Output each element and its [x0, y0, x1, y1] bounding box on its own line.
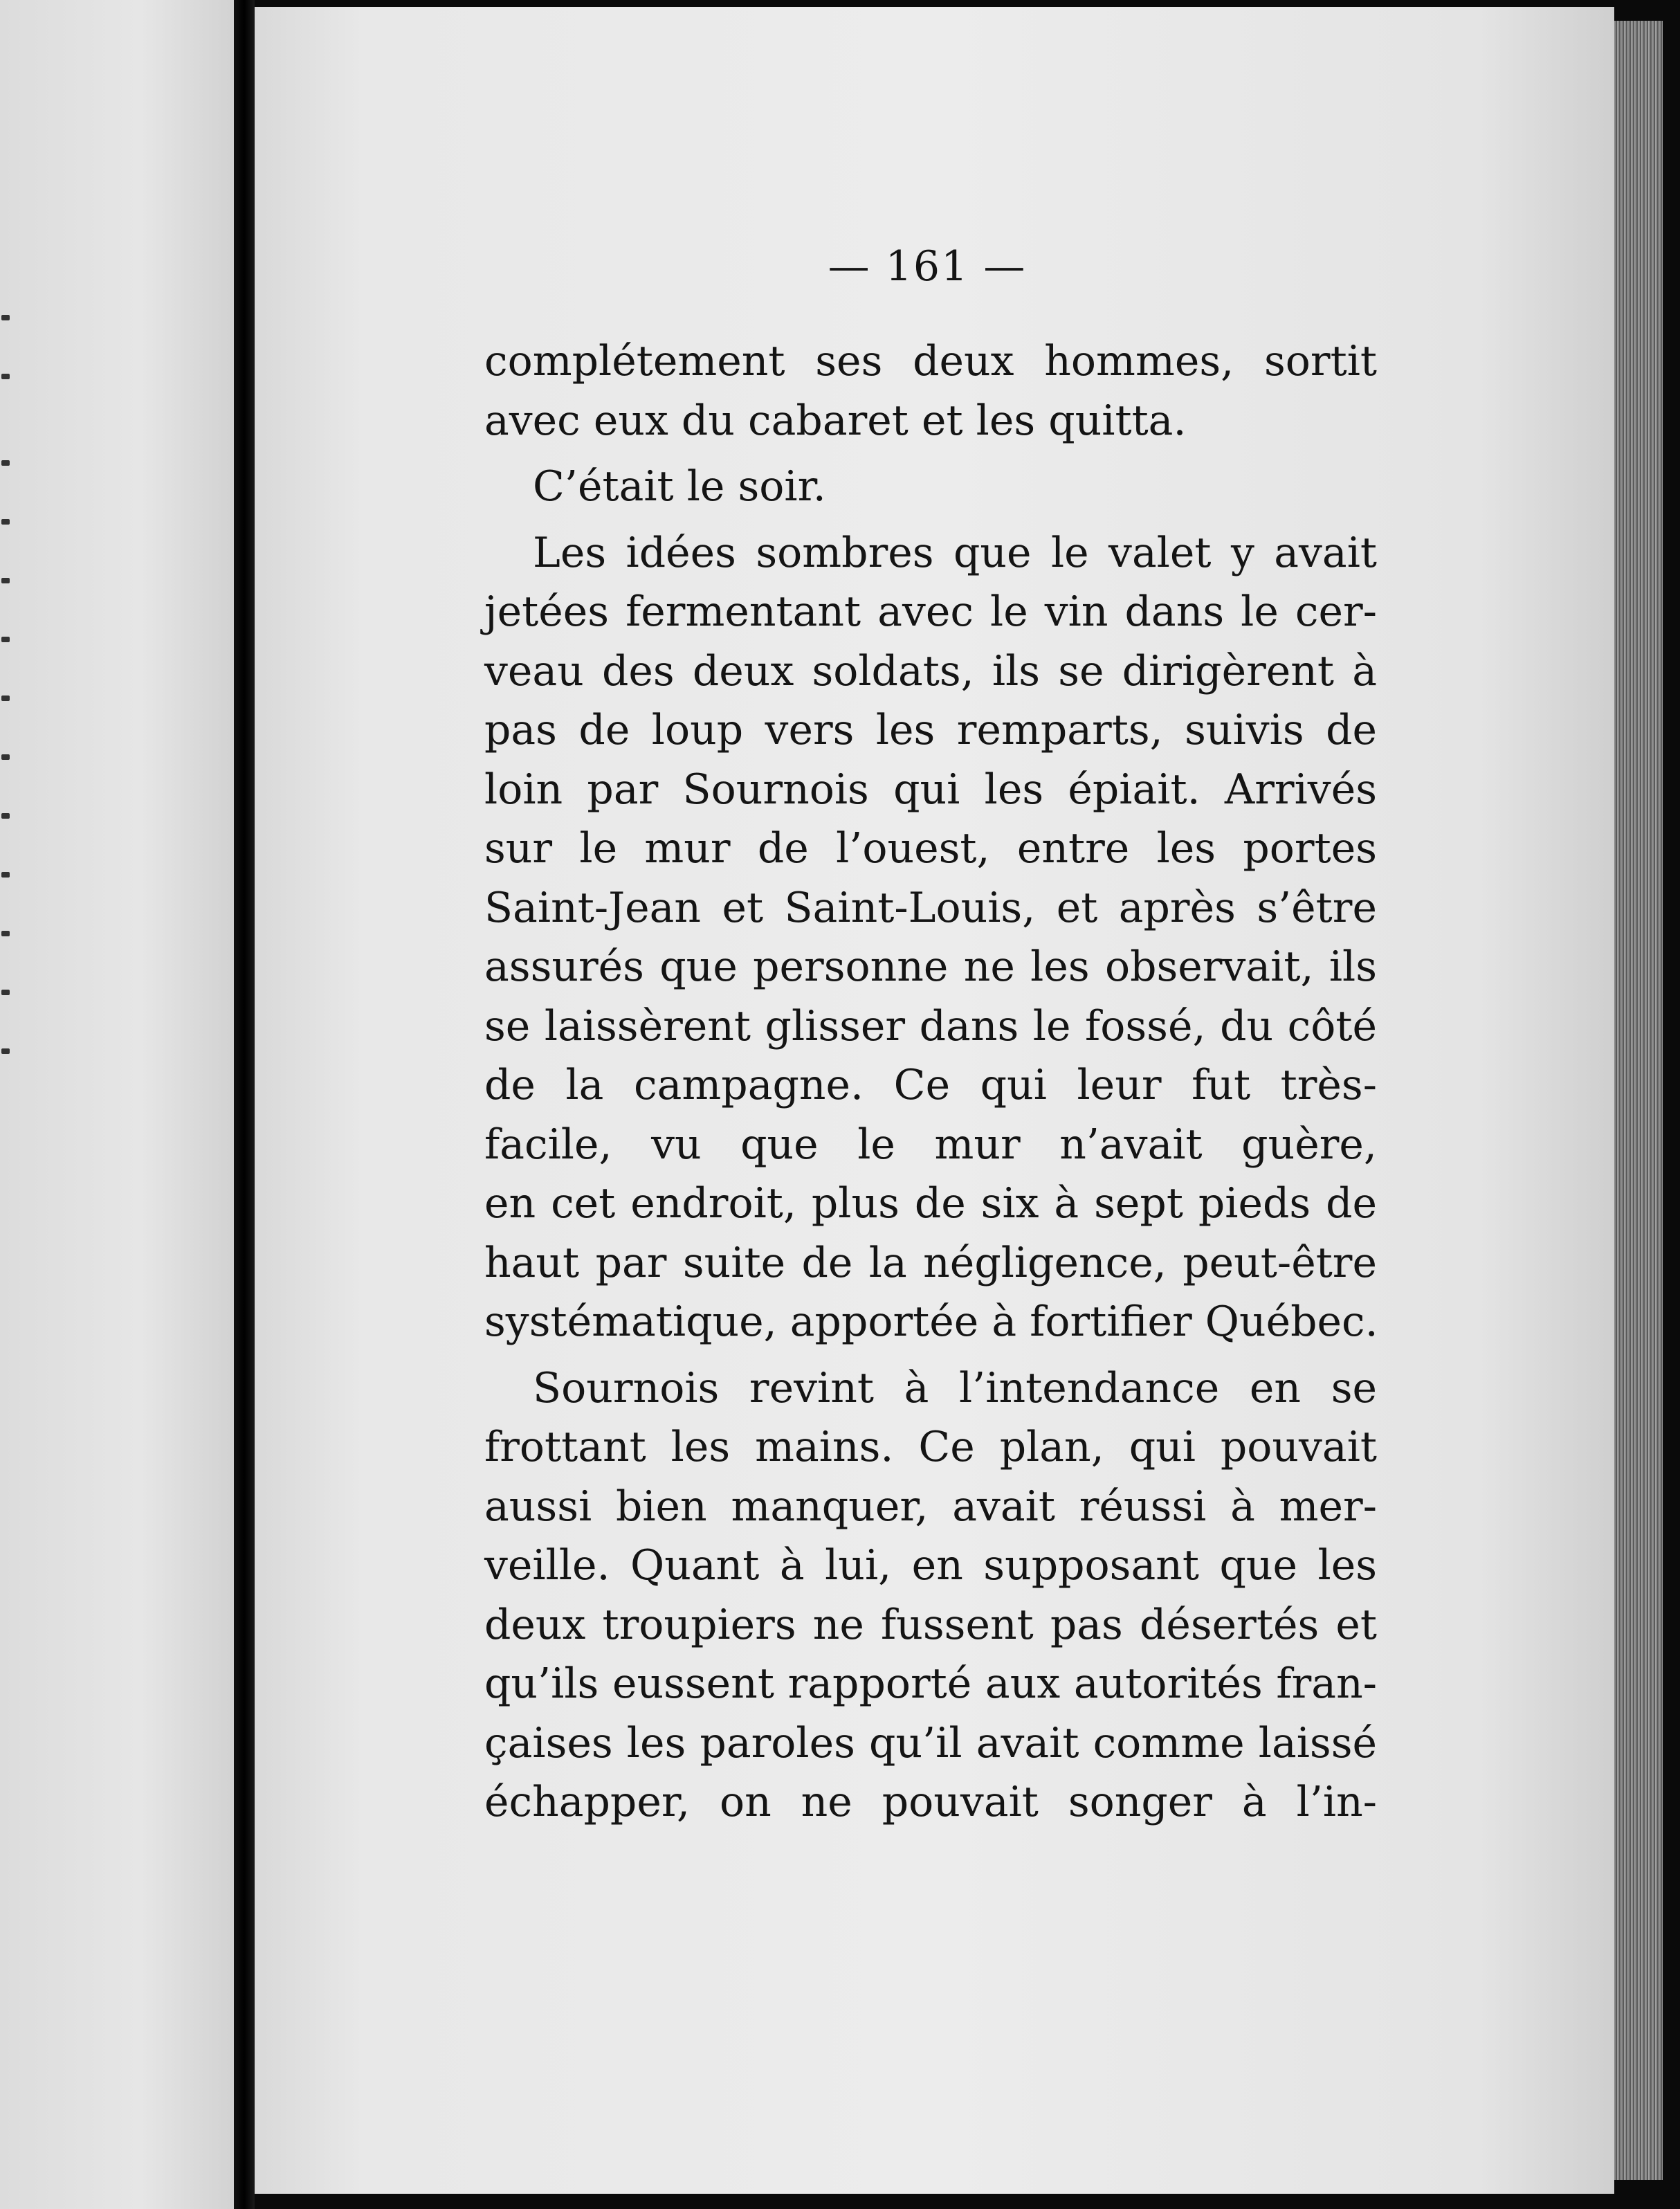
previous-page-text-fragments	[0, 0, 14, 2209]
text-fragment	[1, 696, 10, 701]
text-line: loin par Sournois qui les épiait. Arrivés	[484, 765, 1377, 814]
text-fragment	[1, 754, 10, 760]
text-fragment	[1, 813, 10, 819]
text-line: systématique, apportée à fortifier Québec.	[484, 1298, 1378, 1346]
text-fragment	[1, 1048, 10, 1054]
text-fragment	[1, 578, 10, 583]
page-edges-stack	[1614, 21, 1663, 2180]
text-line: veille. Quant à lui, en supposant que les	[484, 1541, 1377, 1590]
text-line: frottant les mains. Ce plan, qui pouvait	[484, 1423, 1377, 1471]
text-line: pas de loup vers les remparts, suivis de	[484, 706, 1377, 754]
text-line: assurés que personne ne les observait, ils	[484, 943, 1377, 991]
text-line: qu’ils eussent rapporté aux autorités fran-	[484, 1660, 1377, 1708]
page-body-text	[484, 332, 1377, 1833]
text-line: en cet endroit, plus de six à sept pieds de	[484, 1179, 1377, 1228]
text-line: deux troupiers ne fussent pas désertés et	[484, 1600, 1377, 1649]
text-line: haut par suite de la négligence, peut-être	[484, 1238, 1377, 1287]
text-line: se laissèrent glisser dans le fossé, du côté	[484, 1001, 1377, 1051]
text-line: échapper, on ne pouvait songer à l’in-	[484, 1778, 1377, 1826]
text-line: complétement ses deux hommes, sortit	[484, 337, 1377, 385]
text-line: Les idées sombres que le valet y avait	[533, 528, 1377, 577]
text-fragment	[1, 931, 10, 936]
text-fragment	[1, 315, 10, 320]
book-gutter	[234, 0, 255, 2209]
text-line: de la campagne. Ce qui leur fut très-	[484, 1061, 1377, 1109]
text-line: veau des deux soldats, ils se dirigèrent à	[484, 646, 1377, 696]
text-fragment	[1, 872, 10, 878]
text-fragment	[1, 460, 10, 466]
text-fragment	[1, 519, 10, 525]
text-line: aussi bien manquer, avait réussi à mer-	[484, 1482, 1377, 1531]
page-number: — 161 —	[828, 242, 1027, 291]
text-line: çaises les paroles qu’il avait comme laissé	[484, 1718, 1377, 1767]
text-line: avec eux du cabaret et les quitta.	[484, 396, 1187, 445]
text-line: C’était le soir.	[533, 462, 826, 511]
text-line: sur le mur de l’ouest, entre les portes	[484, 824, 1377, 873]
text-line: facile, vu que le mur n’avait guère,	[484, 1120, 1377, 1169]
text-fragment	[1, 637, 10, 642]
text-line: jetées fermentant avec le vin dans le cer-	[484, 588, 1377, 636]
text-fragment	[1, 990, 10, 995]
text-fragment	[1, 374, 10, 379]
previous-page-edge	[0, 0, 234, 2209]
text-line: Sournois revint à l’intendance en se	[533, 1363, 1377, 1412]
text-line: Saint-Jean et Saint-Louis, et après s’être	[484, 883, 1377, 932]
